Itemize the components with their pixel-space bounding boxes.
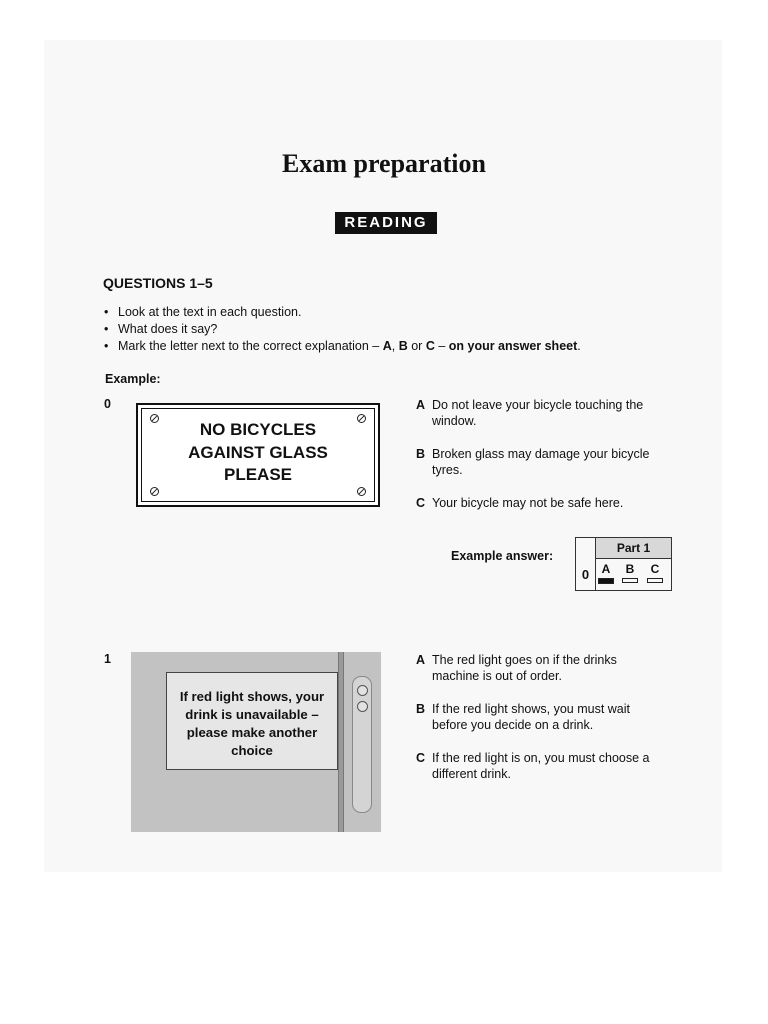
drinks-machine-image [131,652,381,832]
light-button-icon [357,685,368,696]
sign-text: NO BICYCLES AGAINST GLASS PLEASE [188,420,328,484]
answer-sheet-box [575,537,672,591]
answer-choice-a: A [598,562,614,584]
question-1-number: 1 [104,652,111,666]
question-1-options [416,652,649,782]
example-options [416,397,649,511]
instruction-item: • Look at the text in each question. [103,304,581,321]
empty-mark-icon [622,578,638,583]
machine-door-edge [338,652,344,832]
option-a: A The red light goes on if the drinks machine is out of order. [416,653,617,683]
section-badge: READING [335,212,437,234]
questions-heading: QUESTIONS 1–5 [103,275,213,291]
example-answer-label: Example answer: [451,549,554,563]
page-title: Exam preparation [282,149,486,178]
answer-part-header: Part 1 [595,538,671,559]
answer-choice-c: C [647,562,663,583]
instructions-list [103,304,581,355]
instruction-item: • What does it say? [103,321,581,338]
example-number: 0 [104,397,111,411]
screw-icon [150,487,159,496]
answer-row-number: 0 [576,559,596,590]
option-c: C If the red light is on, you must choose a different drink. [416,751,650,781]
filled-mark-icon [598,578,614,584]
example-sign [136,403,380,507]
light-button-icon [357,701,368,712]
machine-notice: If red light shows, your drink is unavailable – please make another choice [166,672,338,770]
machine-button-panel [352,676,372,813]
screw-icon [357,487,366,496]
instruction-item: • Mark the letter next to the correct explanation – A, B or C – on your answer sheet. [103,338,581,355]
answer-choice-b: B [622,562,638,583]
option-b: B Broken glass may damage your bicycle tyres. [416,447,650,477]
example-label: Example: [105,372,161,386]
empty-mark-icon [647,578,663,583]
option-b: B If the red light shows, you must wait before you decide on a drink. [416,702,631,732]
option-c: C Your bicycle may not be safe here. [416,496,624,510]
option-a: A Do not leave your bicycle touching the window. [416,398,644,428]
